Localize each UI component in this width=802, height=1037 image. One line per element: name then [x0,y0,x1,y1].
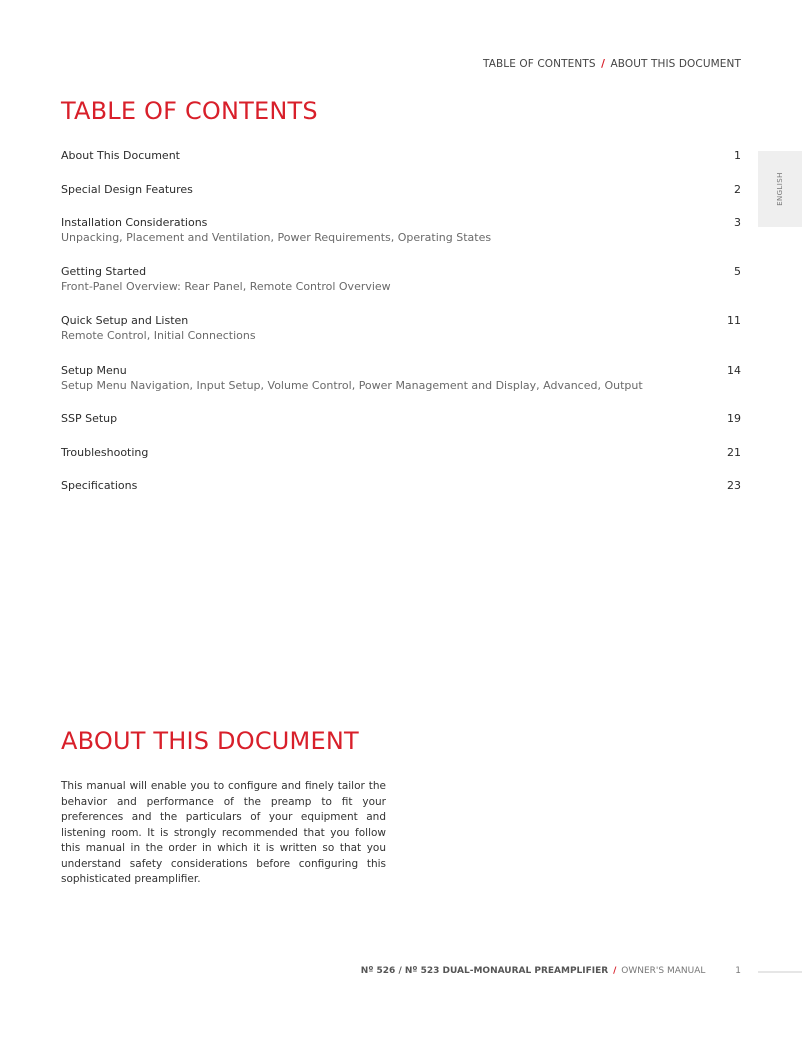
toc-entry-label[interactable]: Setup Menu [61,364,127,377]
toc-entry-subtopics: Setup Menu Navigation, Input Setup, Volume Control, Power Management and Display, Advanced, Output [61,379,643,392]
toc-entry-label[interactable]: SSP Setup [61,412,118,425]
about-title: ABOUT THIS DOCUMENT [61,727,359,755]
toc-entry-page: 14 [727,364,741,377]
toc-entry-quick-setup[interactable] [61,313,741,363]
toc-title: TABLE OF CONTENTS [61,97,318,125]
toc-entry-ssp-setup[interactable] [61,411,741,445]
toc-entry-installation[interactable] [61,215,741,264]
header-right: ABOUT THIS DOCUMENT [610,58,741,70]
header-separator: / [601,58,605,70]
toc-entry-label[interactable]: Quick Setup and Listen [61,314,189,327]
toc-entry-label[interactable]: About This Document [61,149,180,162]
toc-entry-page: 19 [727,412,741,425]
toc-entry-page: 3 [734,216,741,229]
running-footer [361,966,741,976]
running-header [483,58,741,70]
toc-entry-subtopics: Remote Control, Initial Connections [61,329,256,342]
toc-entry-troubleshooting[interactable] [61,445,741,478]
toc-entry-label[interactable]: Installation Considerations [61,216,208,229]
toc-entry-page: 2 [734,183,741,196]
toc-entry-page: 11 [727,314,741,327]
toc-entry-label[interactable]: Getting Started [61,265,147,278]
toc-entry-subtopics: Unpacking, Placement and Ventilation, Power Requirements, Operating States [61,231,492,244]
toc-entry-page: 5 [734,265,741,278]
language-tab [758,151,802,227]
toc-entry-getting-started[interactable] [61,264,741,313]
toc-entry-label[interactable]: Troubleshooting [61,446,149,459]
language-tab-label: ENGLISH [776,172,784,206]
header-left: TABLE OF CONTENTS [483,58,596,70]
toc-entry-label[interactable]: Special Design Features [61,183,193,196]
toc-entry-setup-menu[interactable] [61,363,741,411]
toc-entry-page: 1 [734,149,741,162]
footer-doc-title: OWNER'S MANUAL [621,966,706,976]
toc-entry-page: 21 [727,446,741,459]
toc-entry-subtopics: Front-Panel Overview: Rear Panel, Remote Control Overview [61,280,391,293]
table-of-contents [61,148,741,498]
footer-separator: / [613,966,617,976]
about-body: This manual will enable you to configure and finely tailor the behavior and performance of the preamp to fit your preferences and the particulars of your equipment and listening room. It is strongly recommended that you follow this manual in the order in which it is written so that you understand safety considerations before configuring this sophisticated preamplifier. [61,780,386,885]
footer-divider [758,971,802,973]
footer-product: Nº 526 / Nº 523 DUAL-MONAURAL PREAMPLIFIER [360,966,609,976]
page-number: 1 [735,966,741,976]
toc-entry-page: 23 [727,479,741,492]
toc-entry-label[interactable]: Specifications [61,479,138,492]
toc-entry-special-design[interactable] [61,182,741,215]
toc-entry-about[interactable] [61,148,741,182]
toc-entry-specifications[interactable] [61,478,741,498]
